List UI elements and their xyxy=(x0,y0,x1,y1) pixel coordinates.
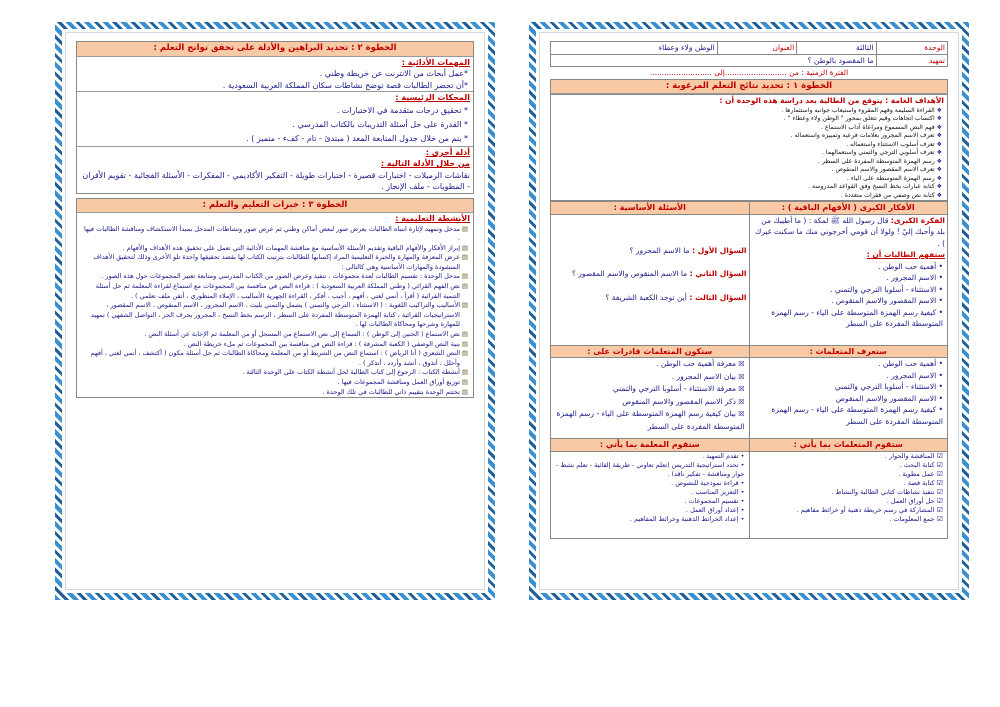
students-do-item: ☑ كتابة قصة . xyxy=(754,479,944,488)
question-label: السؤال الثالث : xyxy=(686,292,747,302)
question-item xyxy=(553,245,747,257)
activity-item: ▤ مدخل الوحدة : تقسيم الطالبات لعدة مجموعات ، تنفيذ وعرض الصور من الكتاب المدرسي ومتابعة تعبير المجموعات حول هذه الصور . xyxy=(82,272,468,282)
able-item: ☒ بيان الاسم المجرور . xyxy=(555,371,745,384)
criteria-item: * تحقيق درجات متقدمة في الاختبارات . xyxy=(336,105,468,115)
goal-item: ❖ تعرف الاسم المقصور والاسم المنقوص . xyxy=(556,166,942,175)
big-ideas-title: الأفكار الكبرى ( الأفهام الباقية ) : xyxy=(749,202,948,215)
know-item: • الاسم المقصور والاسم المنقوص xyxy=(754,393,944,405)
task-item: *عمل أبحاث من الانترنت عن خريطة وطني . xyxy=(319,69,468,78)
know-item: • الاستثناء - أسلوبا الترجي والتمني xyxy=(754,381,944,393)
goal-item: ❖ كتابة نص وصفي من فقرات متعددة . xyxy=(556,192,942,201)
criteria-list xyxy=(80,104,470,146)
understand-item: • كيفية رسم الهمزة المتوسطة على الياء - رسم الهمزة المتوسطة المفردة على السطر xyxy=(754,307,944,330)
question-item xyxy=(553,268,747,280)
title-label: العنوان xyxy=(717,42,796,55)
goal-item: ❖ اكتساب اتجاهات وقيم تتعلق بمحور " الوطن ولاء وعطاء " . xyxy=(556,115,942,124)
activities-list xyxy=(80,225,470,398)
teacher-do-item: • تحدد استراتيجية التدريس (تعلم تعاوني - طريقة إلقائية - تعلم نشط - حوار ومناقشة - تفكير ناقد) . xyxy=(555,461,745,479)
unit-header-table xyxy=(550,41,948,67)
students-do-item: ☑ عمل مطوية . xyxy=(754,470,944,479)
students-do-item: ☑ حل أوراق العمل . xyxy=(754,497,944,506)
tasks-list xyxy=(80,68,470,91)
teacher-do-title: ستقوم المعلمة بما يأتي : xyxy=(551,439,750,452)
activity-item: ▤ إبراز الأفكار والأفهام الباقية وتقديم الأسئلة الأساسية مع مناقشة المهمات الأدائية التي تعمل على تحقيق هذه الأهداف والأفهام . xyxy=(82,244,468,254)
criteria-title: المحكات الرئيسية : xyxy=(395,93,470,102)
students-do-item: ☑ كتابة البحث . xyxy=(754,461,944,470)
activity-item: ▤ عرض المعرفة والمهارة والخبرة التعليمية المراد إكسابها للطالبات بترتيب الكتاب لها بقصد تحقيقها واحدة تلو الأخرى وذلك لتحقيق الأهداف المنشودة والمهارات الأساسية وهي كالتالي : xyxy=(82,253,468,272)
goal-item: ❖ فهم النص المسموع ومراعاة آداب الاستماع . xyxy=(556,124,942,133)
students-do-title: ستقوم المتعلمات بما يأتي : xyxy=(749,439,948,452)
big-idea-label: الفكرة الكبرى: xyxy=(890,215,945,225)
goal-item: ❖ القراءة السليمة وفهم المقروء واستيعاب جوانبه واستثمارها . xyxy=(556,107,942,116)
activity-item: ▤ بنية النص الوصفي ( الكعبة المشرفة ) : قراءة النص في منافسة بين المجموعات ثم ملء خريطة النص . xyxy=(82,340,468,350)
understand-item: • الاسم المقصور والاسم المنقوص . xyxy=(754,295,944,307)
students-do-item: ☑ المشاركة في رسم خريطة ذهنية أو خرائط مفاهيم . xyxy=(754,506,944,515)
general-goals-list xyxy=(554,107,944,201)
understand-title: ستفهم الطالبات أن : xyxy=(866,250,945,259)
goal-item: ❖ تعرف أسلوبي الترجي والتمني واستعمالهما . xyxy=(556,149,942,158)
questions-cell xyxy=(551,214,750,345)
question-text: ما الاسم المنقوص والاسم المقصور ؟ xyxy=(571,269,688,278)
activities-title: الأنشطة التعليمية : xyxy=(395,214,470,223)
able-title: ستكون المتعلمات قادرات على : xyxy=(551,345,750,358)
able-item: ☒ ذكر الاسم المقصور والاسم المنقوص xyxy=(555,396,745,409)
goal-item: ❖ تعرف الاسم المجرور بعلامات فرعية وتمييزه واستعماله . xyxy=(556,132,942,141)
general-goals-block xyxy=(550,94,948,201)
able-item: ☒ معرفة أهمية حب الوطن . xyxy=(555,358,745,371)
left-page-content xyxy=(76,41,474,581)
question-label: السؤال الأول : xyxy=(689,245,747,255)
tasks-block xyxy=(77,57,473,92)
criteria-item: * يتم من خلال جدول المتابعة المعد ( مبتدئ - تام - كفء - متميز ) . xyxy=(246,133,468,143)
students-do-list xyxy=(752,452,946,524)
know-item: • أهمية حب الوطن . xyxy=(754,358,944,370)
goal-item: ❖ كتابة عبارات بخط النسخ وفق القواعد المدروسة . xyxy=(556,183,942,192)
activity-item: ▤ تختتم الوحدة بتقييم ذاتي للطالبات في تلك الوحدة . xyxy=(82,388,468,398)
unit-label: الوحدة xyxy=(876,42,947,55)
big-idea-text: قال رسول الله ﷺ لمكة : ( ما أطيبك من بلد وأحبك إليّ ! ولولا أن قومي أخرجوني منك ما سكنت غيرك ) . xyxy=(755,215,945,248)
able-list xyxy=(553,358,747,432)
understand-item: • الاستثناء - أسلوبا الترجي والتمني . xyxy=(754,284,944,296)
task-item: *أن تحضر الطالبات قصة توضح نشاطات سكان المملكة العربية السعودية . xyxy=(222,80,468,90)
other-evidence-text: نقاشات الزميلات - اختبارات قصيرة - اختبارات طويلة - التفكير الأكاديمي - المفكرات - الأسئلة الفجائية - تقويم الأقران - المطويات - ملف الإنجاز . xyxy=(82,170,470,191)
intro-value: ما المقصود بالوطن ؟ xyxy=(551,54,877,67)
know-list xyxy=(752,358,946,427)
activity-item: ▤ النص الشعري ( أنا الرياض ) : استماع النص من الشريط أو من المعلمة ومحاكاة الطالبات ثم حل أسئلة مكون ( أكتشف ، أنمي لغتي ، أفهم وأحلل ، أتذوق ، أنشد وأردد ، أتذكر ) . xyxy=(82,349,468,368)
intro-label: تمهيد xyxy=(876,54,947,67)
able-item: ☒ بيان كيفية رسم الهمزة المتوسطة على الياء - رسم الهمزة المتوسطة المفردة على السطر xyxy=(555,408,745,432)
question-text: أين توجد الكعبة الشريفة ؟ xyxy=(605,292,687,302)
activity-item: ▤ مدخل وتمهيد لإثارة انتباه الطالبات بعرض صور لبعض أماكن وطني ثم عرض صور ونشاطات المدخل بمبدأ الاستكشاف ومناقشة الطالبات فيها . xyxy=(82,225,468,244)
other-evidence-subtitle: من خلال الأدلة التالية : xyxy=(380,159,470,168)
teacher-do-item: • قراءة نموذجية للنصوص . xyxy=(555,479,745,488)
left-page xyxy=(55,22,495,600)
tasks-title: المهمات الأدائية : xyxy=(401,57,470,67)
teacher-do-item: • تقسيم المجموعات . xyxy=(555,497,745,506)
criteria-item: * القدرة على حل أسئلة التدريبات بالكتاب المدرسي . xyxy=(292,119,468,129)
title-value: الوطن ولاء وعطاء xyxy=(551,42,718,55)
teacher-do-item: • تقدم التمهيد . xyxy=(555,452,745,461)
activity-item: ▤ الأساليب والتراكيب اللغوية : ( الاستثناء ، الترجي والتمني ) يشمل والتمني بليت ، الاسم المجرور ، الاسم المنقوص ، الاسم المقصور ، الاستراتيجيات القرائية ، كتابة الهمزة المتوسطة المفردة على السطر ، الرسم بخط النسخ ، المجرور بحرف الجر ، التواصل الشفهي ) تمهيد للمهارة وشرحها ومحاكاة الطالبات لها . xyxy=(82,301,468,330)
activity-item: ▤ نص الفهم القرائي ( وطني المملكة العربية السعودية ) : قراءة النص في منافسة بين المجموعات مع استماع لقراءة المعلمة ثم حل أسئلة التنمية القرائية ( أقرأ ، أنمي لغتي ، أفهم ، أجيب ، أفكر ، القراءة الجهرية الأساليب ، الإملاء المنظوري ، أتقن ملف تعلمي ) . xyxy=(82,282,468,301)
unit-value: الثالثة xyxy=(797,42,876,55)
know-title: ستعرف المتعلمات : xyxy=(749,345,948,358)
teacher-do-item: • التعزيز المناسب . xyxy=(555,488,745,497)
ideas-questions-table xyxy=(550,201,948,539)
step2-section xyxy=(76,41,474,194)
criteria-block xyxy=(77,91,473,146)
essential-questions-title: الأسئلة الأساسية : xyxy=(551,202,750,215)
right-page-content xyxy=(550,41,948,581)
students-do-item: ☑ تنفيذ نشاطات كتابي الطالبة والنشاط . xyxy=(754,488,944,497)
goal-item: ❖ رسم الهمزة المتوسطة على الياء . xyxy=(556,175,942,184)
able-item: ☒ معرفة الاستثناء - أسلوبا الترجي والتمني xyxy=(555,383,745,396)
goal-item: ❖ تعرف أسلوب الاستثناء واستعماله . xyxy=(556,141,942,150)
question-item xyxy=(553,292,747,304)
teacher-do-list xyxy=(553,452,747,524)
teacher-do-item: • إعداد أوراق العمل . xyxy=(555,506,745,515)
question-text: ما الاسم المجرور ؟ xyxy=(629,245,690,255)
question-label: السؤال الثاني : xyxy=(687,269,747,278)
right-page xyxy=(529,22,969,600)
activity-item: ▤ توزيع أوراق العمل ومناقشة المجموعات فيها . xyxy=(82,378,468,388)
goal-item: ❖ رسم الهمزة المتوسطة المفردة على السطر . xyxy=(556,158,942,167)
understand-item: • الاسم المجرور . xyxy=(754,272,944,284)
students-do-item: ☑ جمع المعلومات . xyxy=(754,515,944,524)
other-evidence-title: أدلة أخرى : xyxy=(425,147,470,157)
general-goals-title: الأهداف العامة : يتوقع من الطالبة بعد دراسة هذه الوحدة أن : xyxy=(719,96,944,105)
students-do-item: ☑ المناقشة والحوار . xyxy=(754,452,944,461)
activity-item: ▤ أنشطة الكتاب : الرجوع إلى كتاب الطالبة لحل أنشطة الكتاب على الوحدة الثالثة . xyxy=(82,368,468,378)
step3-title: الخطوة ٣ : خبرات التعليم والتعلم : xyxy=(77,199,473,214)
understand-list xyxy=(752,261,946,330)
understand-item: • أهمية حب الوطن . xyxy=(754,261,944,273)
teacher-do-item: • إعداد الخرائط الذهنية وخرائط المفاهيم . xyxy=(555,515,745,524)
other-evidence-block xyxy=(77,146,473,193)
step2-title: الخطوة ٢ : تحديد البراهين والأدلة على تحقق نواتج التعلم : xyxy=(77,42,473,57)
step3-section xyxy=(76,198,474,399)
activity-item: ▤ نص الاستماع ( الحنين إلى الوطن ) : السماع إلى نص الاستماع من المسجل أو من المعلمة ثم الإجابة عن أسئلة النص . xyxy=(82,330,468,340)
period-line: الفترة الزمنية : من ..........................إلى .......................... xyxy=(649,68,849,77)
know-item: • الاسم المجرور . xyxy=(754,370,944,382)
step1-title: الخطوة ١ : تحديد نتائج التعلم المرغوبة : xyxy=(550,79,948,95)
know-item: • كيفية رسم الهمزة المتوسطة على الياء - رسم الهمزة المتوسطة المفردة على السطر xyxy=(754,404,944,427)
